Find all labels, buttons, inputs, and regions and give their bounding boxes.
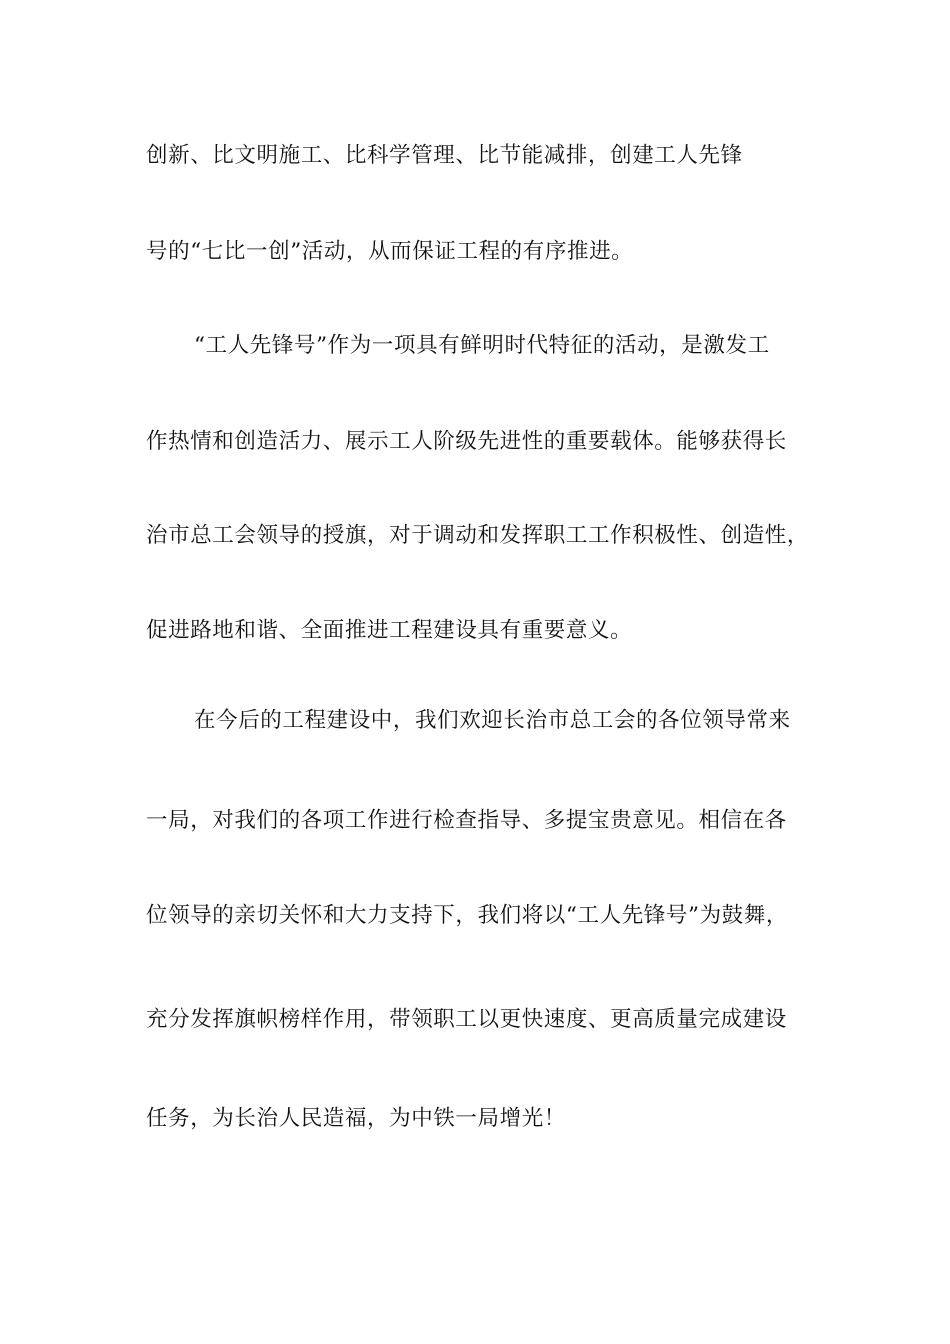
paragraph-2-line-1: “工人先锋号”作为一项具有鲜明时代特征的活动，是激发工 bbox=[194, 333, 770, 358]
paragraph-2-line-3: 治市总工会领导的授旗，对于调动和发挥职工工作积极性、创造性， bbox=[146, 523, 810, 548]
paragraph-3-line-2: 一局，对我们的各项工作进行检查指导、多提宝贵意见。相信在各 bbox=[146, 808, 787, 833]
paragraph-1-line-1: 创新、比文明施工、比科学管理、比节能减排，创建工人先锋 bbox=[146, 143, 743, 168]
paragraph-3-line-5: 任务，为长治人民造福，为中铁一局增光！ bbox=[146, 1106, 566, 1131]
paragraph-1-line-2: 号的“七比一创”活动，从而保证工程的有序推进。 bbox=[146, 239, 634, 264]
paragraph-2-line-4: 促进路地和谐、全面推进工程建设具有重要意义。 bbox=[146, 618, 633, 643]
paragraph-3-line-3: 位领导的亲切关怀和大力支持下，我们将以“工人先锋号”为鼓舞， bbox=[146, 903, 788, 928]
paragraph-3-line-4: 充分发挥旗帜榜样作用，带领职工以更快速度、更高质量完成建设 bbox=[146, 1007, 787, 1032]
paragraph-3-line-1: 在今后的工程建设中，我们欢迎长治市总工会的各位领导常来 bbox=[194, 708, 791, 733]
paragraph-2-line-2: 作热情和创造活力、展示工人阶级先进性的重要载体。能够获得长 bbox=[146, 429, 787, 454]
